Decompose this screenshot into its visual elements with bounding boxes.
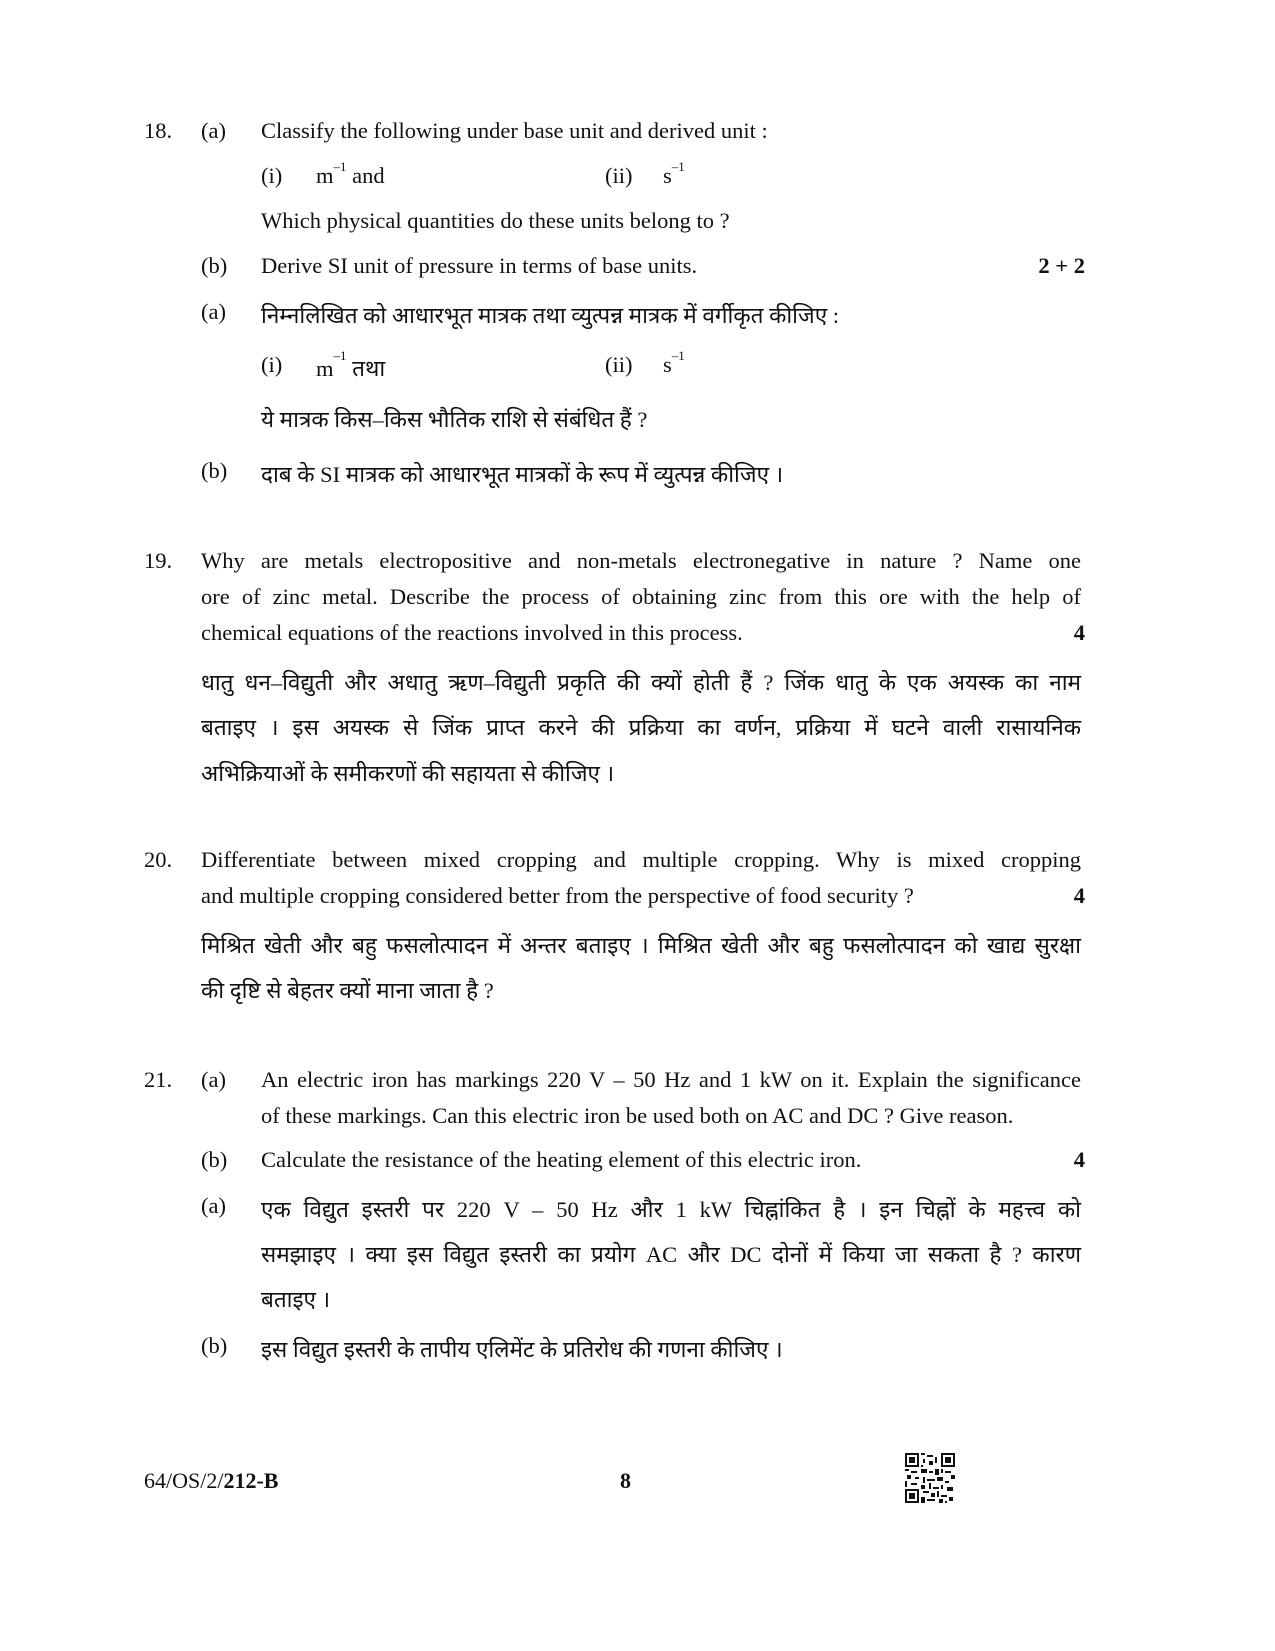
q20-number: 20. xyxy=(144,847,173,872)
q21-hi-a-line-1: एक विद्युत इस्तरी पर 220 V – 50 Hz और 1 kW चिह्नांकित है । इन चिह्नों के महत्त्व को xyxy=(261,1197,1081,1222)
q21-b-label-en: (b) xyxy=(201,1147,228,1172)
q18-i-unit-en: $m^{-1}$ and xyxy=(316,159,385,188)
q20-en-line-2: and multiple cropping considered better from the perspective of food security ? xyxy=(201,883,914,908)
q18-ii-label-en: (ii) xyxy=(605,163,633,188)
q18-a-text-hi: निम्नलिखित को आधारभूत मात्रक तथा व्युत्पन्न मात्रक में वर्गीकृत कीजिए : xyxy=(261,303,840,328)
q18-question-hi: ये मात्रक किस–किस भौतिक राशि से संबंधित हैं ? xyxy=(261,407,648,432)
q21-b-label-hi: (b) xyxy=(201,1333,228,1358)
q19-hi-line-2: बताइए । इस अयस्क से जिंक प्राप्त करने की प्रक्रिया का वर्णन, प्रक्रिया में घटने वाली रासायनिक xyxy=(201,715,1081,740)
q21-a-label-hi: (a) xyxy=(201,1193,226,1218)
q18-b-text-en: Derive SI unit of pressure in terms of base units. xyxy=(261,253,698,278)
q18-number: 18. xyxy=(144,118,173,143)
q21-number: 21. xyxy=(144,1067,173,1092)
q18-b-label-en: (b) xyxy=(201,253,228,278)
q18-ii-unit-en: $s^{-1}$ xyxy=(663,159,685,188)
q21-a-label-en: (a) xyxy=(201,1067,226,1092)
q19-en-line-3: chemical equations of the reactions involved in this process. xyxy=(201,620,743,645)
q18-a-label: (a) xyxy=(201,118,226,143)
q21-marks: 4 xyxy=(1073,1147,1085,1172)
q20-hi-line-1: मिश्रित खेती और बहु फसलोत्पादन में अन्तर बताइए । मिश्रित खेती और बहु फसलोत्पादन को खाद्य सुरक्षा xyxy=(201,933,1081,958)
q19-number: 19. xyxy=(144,548,173,573)
q18-i-label-en: (i) xyxy=(261,163,283,188)
q21-en-a-line-2: of these markings. Can this electric iron be used both on AC and DC ? Give reason. xyxy=(261,1103,1014,1128)
q19-en-line-1: Why are metals electropositive and non-metals electronegative in nature ? Name one xyxy=(201,548,1081,573)
q18-i-unit-hi: $m^{-1}$ तथा xyxy=(316,348,386,381)
q18-b-label-hi: (b) xyxy=(201,458,228,483)
q21-en-b-text: Calculate the resistance of the heating element of this electric iron. xyxy=(261,1147,862,1172)
paper-code: 64/OS/2/212-B xyxy=(144,1468,279,1493)
qr-code-icon xyxy=(905,1453,955,1503)
q21-en-a-line-1: An electric iron has markings 220 V – 50 Hz and 1 kW on it. Explain the significance xyxy=(261,1067,1081,1092)
q19-hi-line-1: धातु धन–विद्युती और अधातु ऋण–विद्युती प्रकृति की क्यों होती हैं ? जिंक धातु के एक अयस्क का नाम xyxy=(201,670,1081,695)
q18-a-label-hi: (a) xyxy=(201,299,226,324)
q21-hi-a-line-2: समझाइए । क्या इस विद्युत इस्तरी का प्रयोग AC और DC दोनों में किया जा सकता है ? कारण xyxy=(261,1242,1081,1267)
q18-a-text-en: Classify the following under base unit and derived unit : xyxy=(261,118,768,143)
q20-en-line-1: Differentiate between mixed cropping and multiple cropping. Why is mixed cropping xyxy=(201,847,1081,872)
q19-hi-line-3: अभिक्रियाओं के समीकरणों की सहायता से कीजिए । xyxy=(201,761,615,786)
q19-en-line-2: ore of zinc metal. Describe the process of obtaining zinc from this ore with the help of xyxy=(201,584,1081,609)
q21-hi-b-text: इस विद्युत इस्तरी के तापीय एलिमेंट के प्रतिरोध की गणना कीजिए । xyxy=(261,1337,783,1362)
q18-question-en: Which physical quantities do these units belong to ? xyxy=(261,208,730,233)
page-number: 8 xyxy=(620,1468,631,1493)
q18-ii-label-hi: (ii) xyxy=(605,352,633,377)
q20-hi-line-2: की दृष्टि से बेहतर क्यों माना जाता है ? xyxy=(201,978,494,1003)
q20-marks: 4 xyxy=(1073,883,1085,908)
q21-hi-a-line-3: बताइए । xyxy=(261,1287,331,1312)
q18-b-text-hi: दाब के SI मात्रक को आधारभूत मात्रकों के रूप में व्युत्पन्न कीजिए । xyxy=(261,462,784,487)
q19-marks: 4 xyxy=(1073,620,1085,645)
q18-ii-unit-hi: $s^{-1}$ xyxy=(663,348,685,377)
q18-marks: 2 + 2 xyxy=(1038,253,1085,278)
q18-i-label-hi: (i) xyxy=(261,352,283,377)
